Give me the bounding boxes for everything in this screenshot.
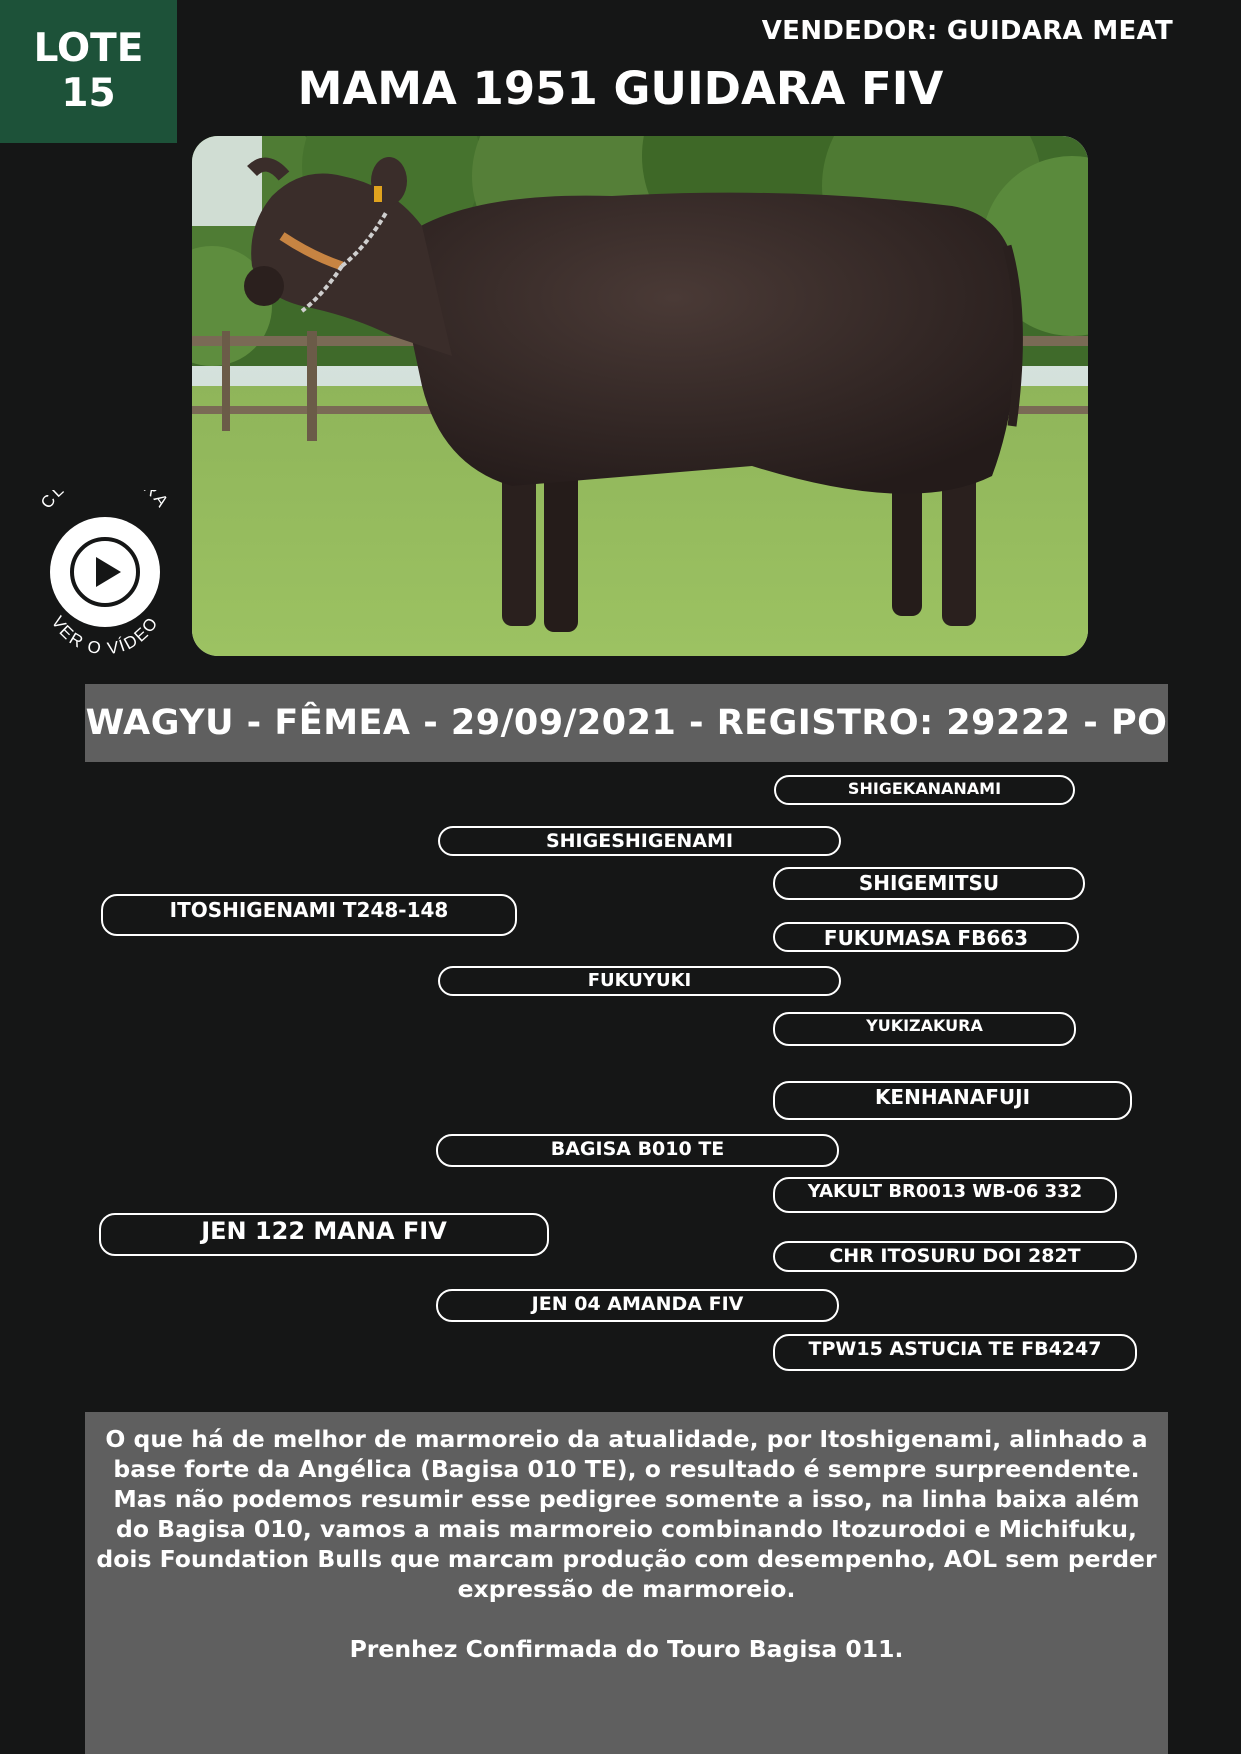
video-top-text: CL A [36,490,174,513]
pedigree-sire-dam: FUKUYUKI [438,966,841,996]
animal-photo [192,136,1088,656]
pedigree-sire-sire: SHIGESHIGENAMI [438,826,841,856]
pedigree-ssd: SHIGEMITSU [773,867,1085,900]
lot-label: LOTE [33,25,144,71]
pedigree-sire: ITOSHIGENAMI T248-148 [101,894,517,936]
animal-name: MAMA 1951 GUIDARA FIV [297,62,944,115]
description-panel [85,1412,1168,1754]
pedigree-dsd: YAKULT BR0013 WB-06 332 [773,1177,1117,1213]
pedigree-dds: CHR ITOSURU DOI 282T [773,1241,1137,1272]
pedigree-dam-sire: BAGISA B010 TE [436,1134,839,1167]
pedigree-sdd: YUKIZAKURA [773,1012,1076,1046]
info-bar: WAGYU - FÊMEA - 29/09/2021 - REGISTRO: 29222 - PO [85,684,1168,762]
pedigree-sss: SHIGEKANANAMI [774,775,1075,805]
pedigree-sds: FUKUMASA FB663 [773,922,1079,952]
pedigree-dam: JEN 122 MANA FIV [99,1213,549,1256]
svg-text:CLIQUE PARA [37,490,173,512]
seller-label: VENDEDOR: GUIDARA MEAT [761,16,1173,46]
watch-video-button[interactable] [30,490,180,660]
pregnancy-note: Prenhez Confirmada do Touro Bagisa 011. [349,1635,904,1663]
video-bottom-text: VER O VÍDEO [47,612,163,659]
pedigree-ddd: TPW15 ASTUCIA TE FB4247 [773,1334,1137,1371]
page-title [0,62,1241,115]
pedigree-dss: KENHANAFUJI [773,1081,1132,1120]
lot-number: 15 [61,70,116,116]
description-text: O que há de melhor de marmoreio da atualidade, por Itoshigenami, alinhado a base forte da Angélica (Bagisa 010 TE), o resultado é sempre surpreendente. Mas não podemos resumir esse pedigree somente a isso, na linha baixa além do Bagisa 010, vamos a mais marmoreio combinando Itozurodoi e Michifuku, dois Foundation Bulls que marcam produção com desempenho, AOL sem perder expressão de marmoreio. [96,1425,1157,1603]
pedigree-dam-dam: JEN 04 AMANDA FIV [436,1289,839,1322]
